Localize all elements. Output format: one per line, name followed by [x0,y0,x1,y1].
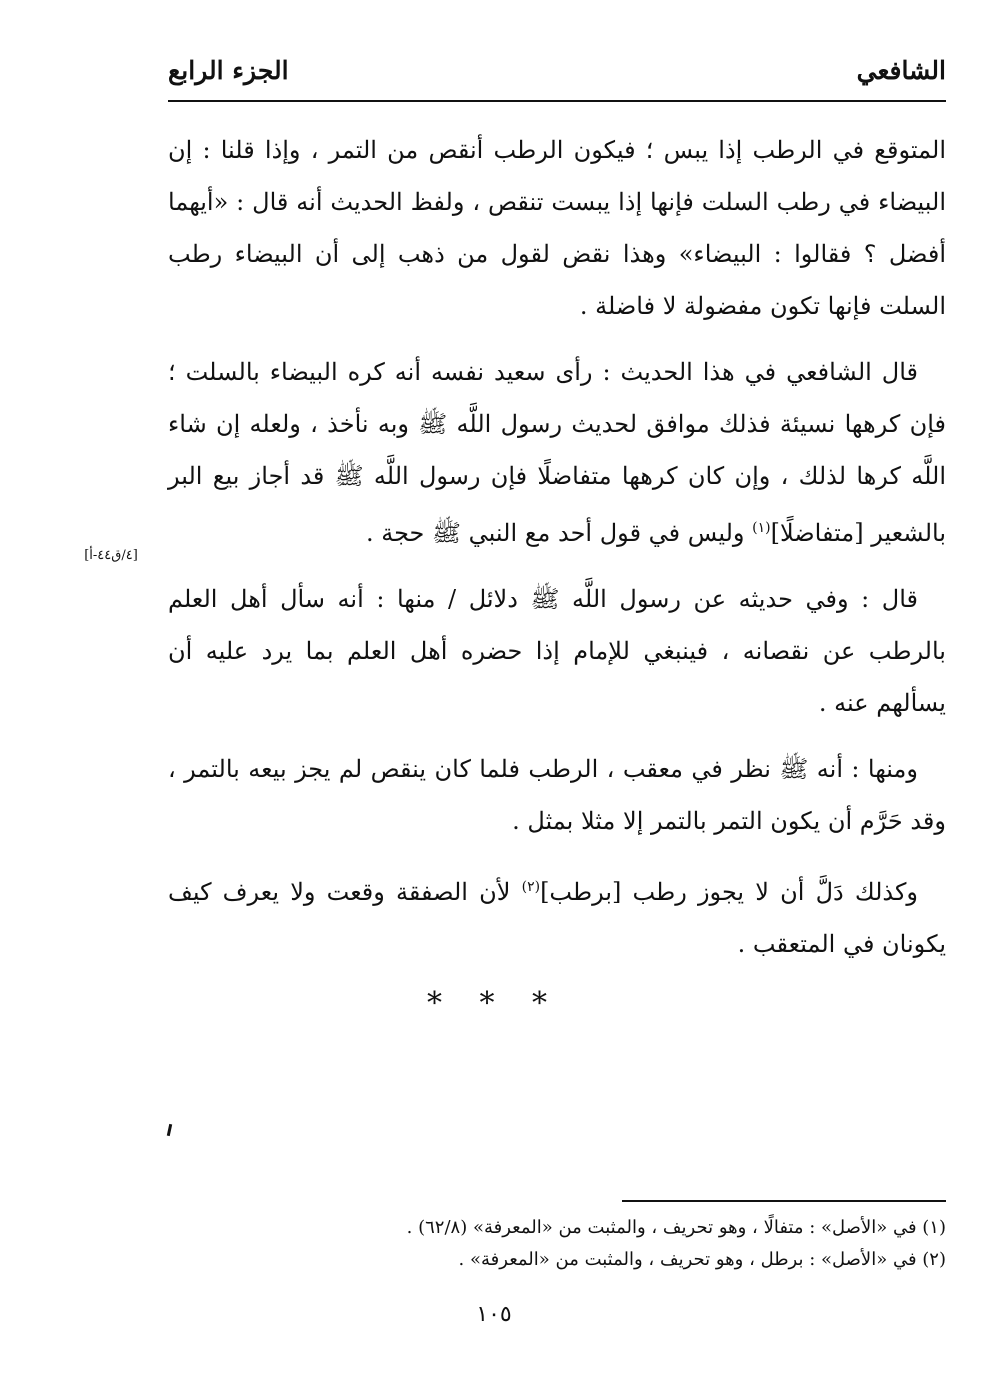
header-rule [168,100,946,102]
footnote-2: (٢) في «الأصل» : برطل ، وهو تحريف ، والمثبت من «المعرفة» . [458,1249,946,1270]
manuscript-folio-marker: [٤/ق٤٤-أ] [84,548,138,563]
footnote-ref-2: (٢) [521,879,541,895]
paragraph-4: ومنها : أنه ﷺ نظر في معقب ، الرطب فلما كان ينقص لم يجز بيعه بالتمر ، وقد حَرَّم أن يكون التمر بالتمر إلا مثلا بمثل . [168,755,946,835]
paragraph-2 [168,346,946,559]
main-text [168,124,946,984]
paragraph-1: المتوقع في الرطب إذا يبس ؛ فيكون الرطب أنقص من التمر ، وإذا قلنا : إن البيضاء في رطب السلت فإنها إذا يبست تنقص ، ولفظ الحديث أنه قال : «أيهما أفضل ؟ فقالوا : البيضاء» وهذا نقض لقول من ذهب إلى أن البيضاء رطب السلت فإنها تكون مفضولة لا فاضلة . [168,136,947,320]
running-header [168,56,946,96]
footnote-rule [622,1200,946,1202]
paragraph-5-text: وكذلك دَلَّ أن لا يجوز رطب [برطب] [540,878,919,906]
paragraph-5-end: لأن الصفقة وقعت ولا يعرف كيف يكونان في المتعقب . [168,878,946,958]
footnote-1: (١) في «الأصل» : متفالًا ، وهو تحريف ، والمثبت من «المعرفة» (٦٢/٨) . [406,1217,946,1238]
footnotes [168,1212,946,1276]
header-book-title: الشافعي [856,56,946,85]
section-separator: * * * [426,986,562,1021]
header-volume-title: الجزء الرابع [168,56,289,85]
paragraph-3: قال : وفي حديثه عن رسول اللَّه ﷺ دلائل / منها : أنه سأل أهل العلم بالرطب عن نقصانه ، فينبغي للإمام إذا حضره أهل العلم بما يرد عليه أن يسألهم عنه . [168,585,946,717]
paragraph-2-text: قال الشافعي في هذا الحديث : رأى سعيد نفسه أنه كره البيضاء بالسلت ؛ فإن كرهها نسيئة فذلك موافق لحديث رسول اللَّه ﷺ وبه نأخذ ، ولعله إن شاء اللَّه كرها لذلك ، وإن كان كرهها متفاضلًا فإن رسول اللَّه ﷺ قد أجاز بيع البر بالشعير [متفاضلًا] [168,358,946,547]
paragraph-5 [168,861,946,970]
page-number: ١٠٥ [476,1302,512,1327]
print-speck [167,1124,172,1136]
footnote-ref-1: (١) [752,520,771,536]
paragraph-2-end: وليس في قول أحد مع النبي ﷺ حجة . [365,519,753,547]
